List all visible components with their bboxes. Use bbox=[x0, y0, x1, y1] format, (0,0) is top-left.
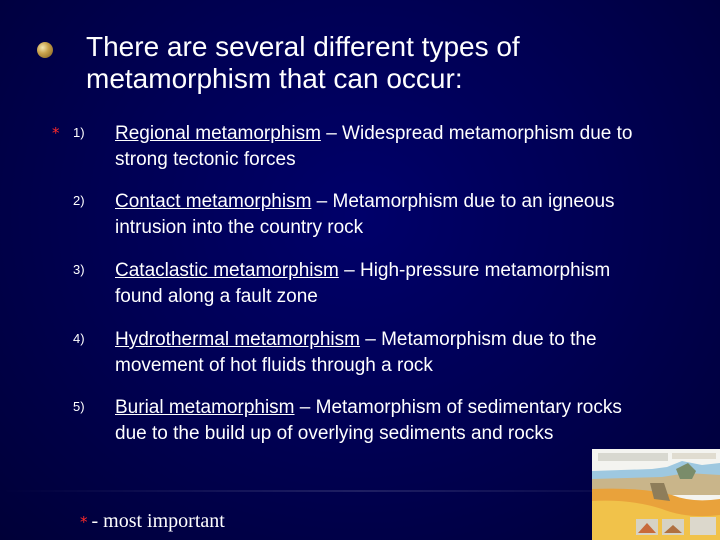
bullet-ball-icon bbox=[37, 42, 53, 58]
item-text bbox=[115, 189, 655, 241]
footnote-text: - most important bbox=[91, 510, 225, 532]
item-term: Contact metamorphism bbox=[115, 191, 312, 212]
item-description: – Metamorphism of sedimentary rocks due to the build up of overlying sediments and rocks bbox=[115, 397, 622, 444]
item-term: Hydrothermal metamorphism bbox=[115, 329, 360, 350]
item-text bbox=[115, 121, 655, 173]
footnote bbox=[80, 510, 225, 533]
item-text bbox=[115, 327, 655, 379]
important-star-icon: * bbox=[52, 124, 60, 142]
item-term: Burial metamorphism bbox=[115, 397, 295, 418]
item-description: – Metamorphism due to an igneous intrusion into the country rock bbox=[115, 191, 615, 238]
item-term: Cataclastic metamorphism bbox=[115, 260, 339, 281]
item-number: 1) bbox=[73, 125, 85, 140]
item-text bbox=[115, 395, 655, 447]
item-description: – Widespread metamorphism due to strong tectonic forces bbox=[115, 123, 633, 170]
item-description: – Metamorphism due to the movement of hot fluids through a rock bbox=[115, 329, 597, 376]
tectonic-diagram-image bbox=[592, 449, 720, 540]
slide-title: There are several different types of metamorphism that can occur: bbox=[86, 31, 520, 94]
item-number: 2) bbox=[73, 193, 85, 208]
item-number: 5) bbox=[73, 399, 85, 414]
divider bbox=[0, 490, 600, 492]
item-term: Regional metamorphism bbox=[115, 123, 321, 144]
item-number: 4) bbox=[73, 331, 85, 346]
item-text bbox=[115, 258, 655, 310]
footnote-star-icon: * bbox=[80, 513, 88, 531]
item-description: – High-pressure metamorphism found along a fault zone bbox=[115, 260, 611, 307]
tectonic-diagram-thumbnail bbox=[592, 449, 720, 540]
item-number: 3) bbox=[73, 262, 85, 277]
